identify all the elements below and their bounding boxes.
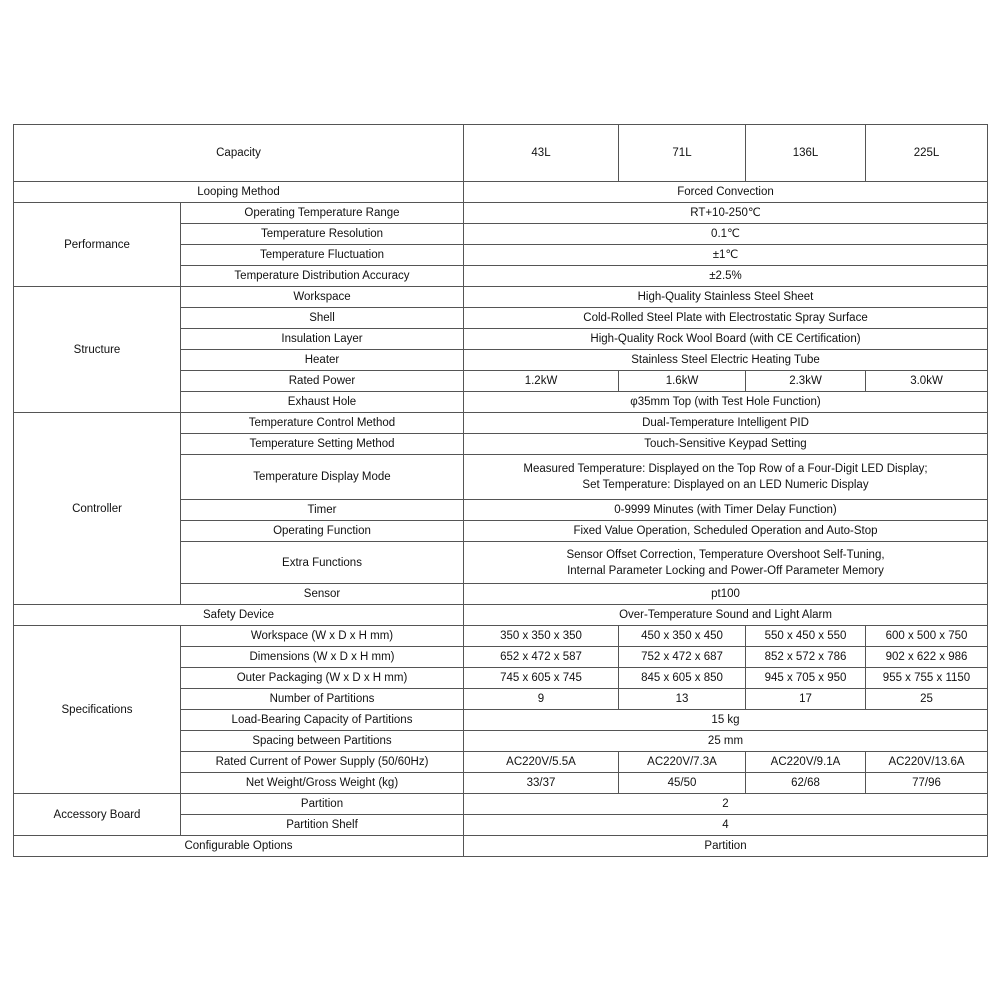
row-value: 25 (866, 689, 988, 710)
configurable-value: Partition (464, 836, 988, 857)
capacity-label: Capacity (14, 125, 464, 182)
accessory-row (14, 794, 988, 815)
row-value: 77/96 (866, 773, 988, 794)
display-mode-line-1: Measured Temperature: Displayed on the Top Row of a Four-Digit LED Display; (523, 463, 928, 475)
row-label: Load-Bearing Capacity of Partitions (181, 710, 464, 731)
row-value: φ35mm Top (with Test Hole Function) (464, 392, 988, 413)
row-label: Net Weight/Gross Weight (kg) (181, 773, 464, 794)
row-label: Temperature Resolution (181, 224, 464, 245)
looping-row (14, 182, 988, 203)
row-value: 0.1℃ (464, 224, 988, 245)
row-value: 945 x 705 x 950 (746, 668, 866, 689)
row-value: 845 x 605 x 850 (619, 668, 746, 689)
row-value: Stainless Steel Electric Heating Tube (464, 350, 988, 371)
row-label: Workspace (W x D x H mm) (181, 626, 464, 647)
row-value: 62/68 (746, 773, 866, 794)
row-label: Temperature Distribution Accuracy (181, 266, 464, 287)
row-value: ±1℃ (464, 245, 988, 266)
row-value: 33/37 (464, 773, 619, 794)
row-value: 852 x 572 x 786 (746, 647, 866, 668)
row-label: Heater (181, 350, 464, 371)
row-label: Dimensions (W x D x H mm) (181, 647, 464, 668)
row-value (464, 455, 988, 500)
row-label: Rated Current of Power Supply (50/60Hz) (181, 752, 464, 773)
row-value: 600 x 500 x 750 (866, 626, 988, 647)
row-value: 45/50 (619, 773, 746, 794)
capacity-71l: 71L (619, 125, 746, 182)
configurable-row (14, 836, 988, 857)
row-value: 902 x 622 x 986 (866, 647, 988, 668)
capacity-43l: 43L (464, 125, 619, 182)
row-value: 652 x 472 x 587 (464, 647, 619, 668)
capacity-136l: 136L (746, 125, 866, 182)
row-value: AC220V/7.3A (619, 752, 746, 773)
row-label: Exhaust Hole (181, 392, 464, 413)
row-value: Fixed Value Operation, Scheduled Operation and Auto-Stop (464, 521, 988, 542)
row-value: 752 x 472 x 687 (619, 647, 746, 668)
capacity-225l: 225L (866, 125, 988, 182)
row-label: Extra Functions (181, 542, 464, 584)
row-label: Partition (181, 794, 464, 815)
structure-row (14, 287, 988, 308)
row-value: 550 x 450 x 550 (746, 626, 866, 647)
row-label: Operating Temperature Range (181, 203, 464, 224)
row-label: Sensor (181, 584, 464, 605)
controller-label: Controller (14, 413, 181, 605)
extra-functions-line-2: Internal Parameter Locking and Power-Off Parameter Memory (567, 564, 884, 577)
row-value: Touch-Sensitive Keypad Setting (464, 434, 988, 455)
row-value: 1.2kW (464, 371, 619, 392)
structure-label: Structure (14, 287, 181, 413)
row-value: Dual-Temperature Intelligent PID (464, 413, 988, 434)
row-value: 3.0kW (866, 371, 988, 392)
row-value: 17 (746, 689, 866, 710)
row-value (464, 542, 988, 584)
row-value: 2.3kW (746, 371, 866, 392)
configurable-label: Configurable Options (14, 836, 464, 857)
row-value: 4 (464, 815, 988, 836)
row-value: 350 x 350 x 350 (464, 626, 619, 647)
row-label: Temperature Control Method (181, 413, 464, 434)
row-label: Operating Function (181, 521, 464, 542)
row-value: High-Quality Stainless Steel Sheet (464, 287, 988, 308)
row-value: pt100 (464, 584, 988, 605)
row-label: Timer (181, 500, 464, 521)
row-label: Outer Packaging (W x D x H mm) (181, 668, 464, 689)
row-value: AC220V/13.6A (866, 752, 988, 773)
row-value: RT+10-250℃ (464, 203, 988, 224)
row-value: 9 (464, 689, 619, 710)
row-label: Number of Partitions (181, 689, 464, 710)
row-label: Insulation Layer (181, 329, 464, 350)
row-label: Workspace (181, 287, 464, 308)
extra-functions-line-1: Sensor Offset Correction, Temperature Overshoot Self-Tuning, (566, 548, 885, 561)
row-value: Cold-Rolled Steel Plate with Electrostatic Spray Surface (464, 308, 988, 329)
row-label: Temperature Fluctuation (181, 245, 464, 266)
row-value: ±2.5% (464, 266, 988, 287)
row-value: High-Quality Rock Wool Board (with CE Certification) (464, 329, 988, 350)
controller-row (14, 413, 988, 434)
spec-table (13, 124, 988, 857)
row-value: 15 kg (464, 710, 988, 731)
row-value: 745 x 605 x 745 (464, 668, 619, 689)
specifications-row (14, 626, 988, 647)
specifications-label: Specifications (14, 626, 181, 794)
row-label: Partition Shelf (181, 815, 464, 836)
row-value: AC220V/9.1A (746, 752, 866, 773)
row-label: Temperature Setting Method (181, 434, 464, 455)
capacity-row (14, 125, 988, 182)
row-value: 25 mm (464, 731, 988, 752)
accessory-label: Accessory Board (14, 794, 181, 836)
row-value: 450 x 350 x 450 (619, 626, 746, 647)
row-label: Shell (181, 308, 464, 329)
safety-row (14, 605, 988, 626)
performance-row (14, 203, 988, 224)
display-mode-line-2: Set Temperature: Displayed on an LED Numeric Display (582, 479, 869, 491)
looping-label: Looping Method (14, 182, 464, 203)
safety-label: Safety Device (14, 605, 464, 626)
performance-label: Performance (14, 203, 181, 287)
safety-value: Over-Temperature Sound and Light Alarm (464, 605, 988, 626)
looping-value: Forced Convection (464, 182, 988, 203)
row-value: 0-9999 Minutes (with Timer Delay Function) (464, 500, 988, 521)
row-value: AC220V/5.5A (464, 752, 619, 773)
row-label: Spacing between Partitions (181, 731, 464, 752)
row-value: 955 x 755 x 1150 (866, 668, 988, 689)
row-value: 13 (619, 689, 746, 710)
row-label: Rated Power (181, 371, 464, 392)
row-value: 2 (464, 794, 988, 815)
row-label: Temperature Display Mode (181, 455, 464, 500)
row-value: 1.6kW (619, 371, 746, 392)
